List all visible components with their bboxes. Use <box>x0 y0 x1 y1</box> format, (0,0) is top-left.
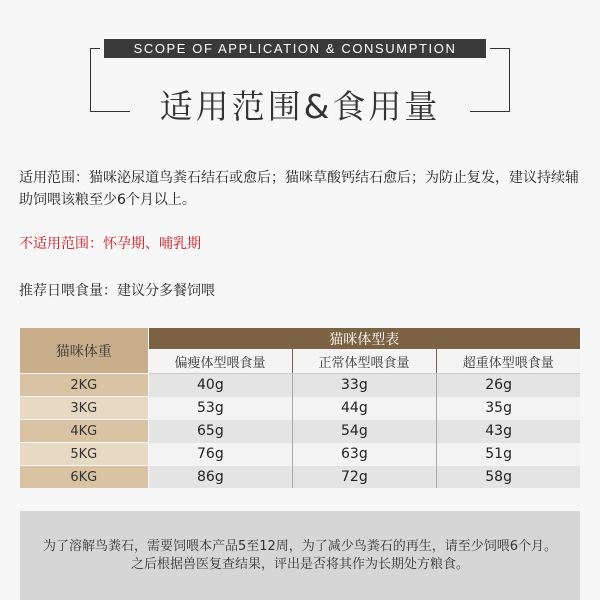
table-row <box>20 374 580 397</box>
table-row <box>20 443 580 466</box>
amount-value: 53g <box>197 400 224 416</box>
amount-value: 26g <box>485 377 512 394</box>
amount-cell <box>148 443 292 466</box>
column-header-normal: 正常体型喂食量 <box>292 349 436 374</box>
amount-cell <box>292 443 436 466</box>
amount-value: 43g <box>485 423 512 439</box>
amount-value: 51g <box>485 446 512 462</box>
weight-cell: 6KG <box>20 466 148 489</box>
amount-cell <box>436 466 580 489</box>
weight-cell: 2KG <box>20 374 148 397</box>
amount-value: 72g <box>341 468 368 485</box>
body-type-header: 猫咪体型表 <box>148 328 580 349</box>
recommended-feeding-text: 推荐日喂食量：建议分多餐饲喂 <box>19 283 215 299</box>
note-box <box>20 511 580 600</box>
amount-cell <box>148 374 292 397</box>
applicable-scope-text: 适用范围：猫咪泌尿道鸟粪石结石或愈后；猫咪草酸钙结石愈后；为防止复发，建议持续辅助饲喂该粮至少6个月以上。 <box>19 170 579 208</box>
weight-cell: 3KG <box>20 397 148 420</box>
amount-cell <box>436 374 580 397</box>
amount-cell <box>436 420 580 443</box>
amount-value: 63g <box>341 446 368 462</box>
weight-cell: 5KG <box>20 443 148 466</box>
header-frame-bottom-left <box>90 111 130 112</box>
table-row <box>20 397 580 420</box>
amount-cell <box>148 420 292 443</box>
amount-value: 58g <box>485 468 512 485</box>
feeding-table <box>20 328 580 488</box>
scope-banner: SCOPE OF APPLICATION & CONSUMPTION <box>104 39 486 58</box>
header-frame-left <box>90 48 91 112</box>
amount-cell <box>436 443 580 466</box>
amount-cell <box>292 397 436 420</box>
weight-column-header: 猫咪体重 <box>20 328 148 374</box>
weight-cell: 4KG <box>20 420 148 443</box>
amount-value: 54g <box>341 423 368 439</box>
amount-value: 86g <box>197 468 224 485</box>
amount-value: 65g <box>197 423 224 439</box>
table-row <box>20 466 580 489</box>
table-row <box>20 420 580 443</box>
amount-cell <box>292 420 436 443</box>
note-line-1: 为了溶解鸟粪石，需要饲喂本产品5至12周，为了减少鸟粪石的再生，请至少饲喂6个月。 <box>42 539 558 554</box>
header-frame-top-right <box>490 48 510 49</box>
header-frame-bottom-right <box>470 111 510 112</box>
not-applicable-scope-text: 不适用范围：怀孕期、哺乳期 <box>19 236 201 252</box>
amount-cell <box>436 397 580 420</box>
amount-cell <box>292 466 436 489</box>
amount-value: 40g <box>197 377 224 394</box>
amount-value: 35g <box>485 400 512 416</box>
header-frame-top-left <box>90 48 100 49</box>
note-line-2: 之后根据兽医复查结果，评出是否将其作为长期处方粮食。 <box>130 557 469 572</box>
column-header-underweight: 偏瘦体型喂食量 <box>148 349 292 374</box>
header-frame-right <box>509 48 510 112</box>
amount-value: 44g <box>341 400 368 416</box>
column-header-overweight: 超重体型喂食量 <box>436 349 580 374</box>
amount-cell <box>148 397 292 420</box>
amount-value: 76g <box>197 446 224 462</box>
amount-value: 33g <box>341 377 368 394</box>
amount-cell <box>292 374 436 397</box>
amount-cell <box>148 466 292 489</box>
page-title: 适用范围&食用量 <box>159 87 441 126</box>
